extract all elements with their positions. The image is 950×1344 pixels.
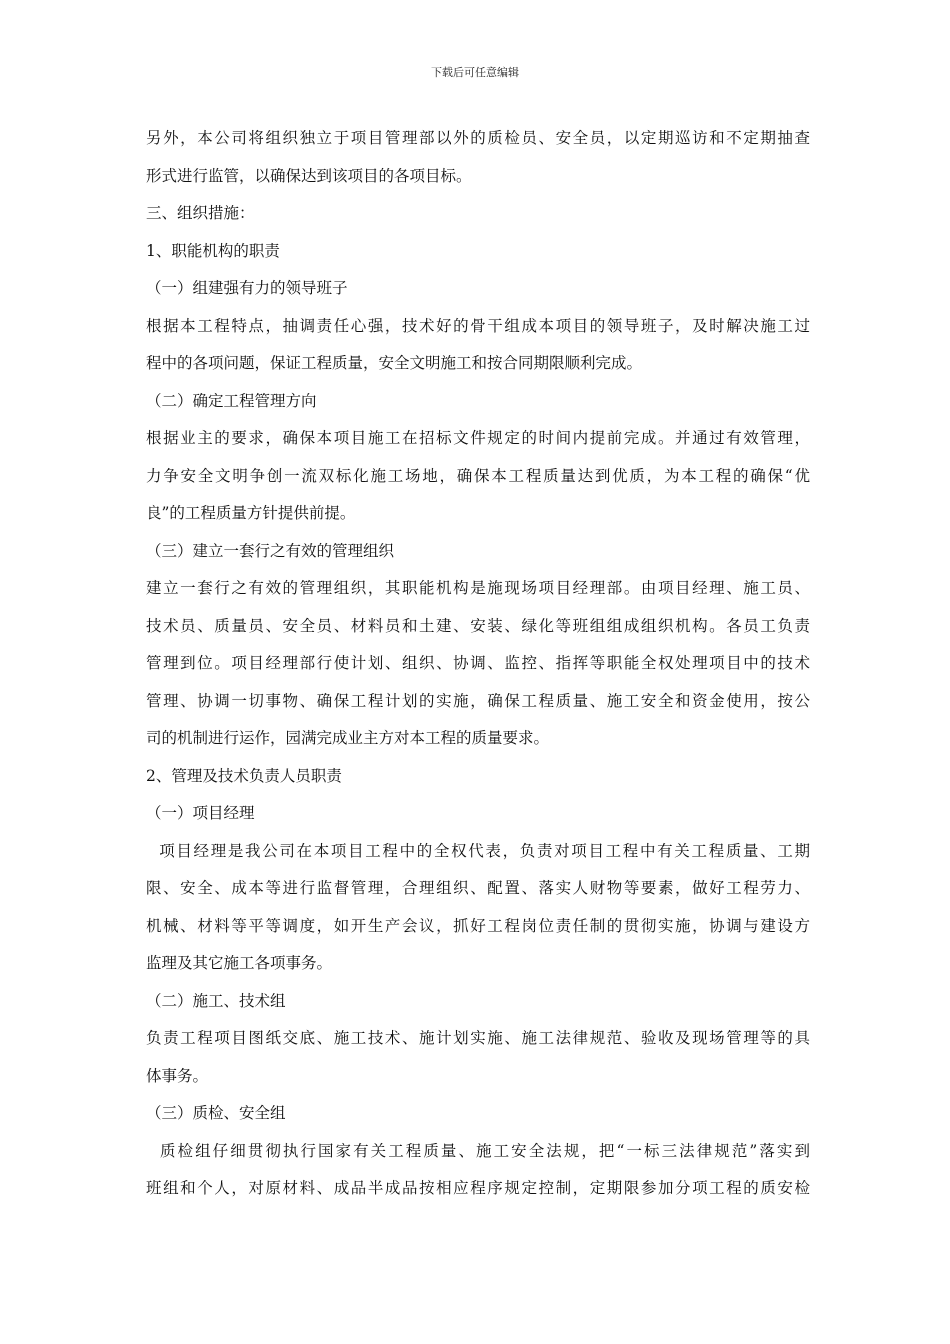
item-heading: （三）质检、安全组 — [146, 1104, 286, 1122]
paragraph-line: 另外，本公司将组织独立于项目管理部以外的质检员、安全员，以定期巡访和不定期抽查 — [146, 129, 810, 147]
paragraph-line: 技术员、质量员、安全员、材料员和土建、安装、绿化等班组组成组织机构。各员工负责 — [146, 616, 810, 635]
paragraph-line: 机械、材料等平等调度，如开生产会议，抓好工程岗位责任制的贯彻实施，协调与建设方 — [146, 916, 810, 935]
paragraph-line: 良”的工程质量方针提供前提。 — [146, 504, 356, 522]
paragraph-line: 管理到位。项目经理部行使计划、组织、协调、监控、指挥等职能全权处理项目中的技术 — [146, 654, 810, 672]
subsection-heading: 2、管理及技术负责人员职责 — [146, 766, 342, 785]
paragraph-line: 管理、协调一切事物、确保工程计划的实施，确保工程质量、施工安全和资金使用，按公 — [146, 691, 810, 710]
subsection-heading: 1、职能机构的职责 — [146, 241, 280, 260]
paragraph-line: 体事务。 — [146, 1066, 209, 1085]
paragraph-line: 力争安全文明争创一流双标化施工场地，确保本工程质量达到优质，为本工程的确保“优 — [146, 466, 810, 485]
document-body — [146, 120, 810, 1208]
paragraph-line: 监理及其它施工各项事务。 — [146, 954, 333, 972]
paragraph-line: 质检组仔细贯彻执行国家有关工程质量、施工安全法规，把“一标三法律规范”落实到 — [146, 1141, 810, 1160]
paragraph-line: 根据业主的要求，确保本项目施工在招标文件规定的时间内提前完成。并通过有效管理， — [146, 429, 810, 447]
item-heading: （二）确定工程管理方向 — [146, 391, 317, 410]
paragraph-line: 限、安全、成本等进行监督管理，合理组织、配置、落实人财物等要素，做好工程劳力、 — [146, 879, 810, 897]
item-heading: （二）施工、技术组 — [146, 991, 286, 1010]
paragraph-line: 建立一套行之有效的管理组织，其职能机构是施现场项目经理部。由项目经理、施工员、 — [146, 579, 810, 597]
paragraph-line: 班组和个人，对原材料、成品半成品按相应程序规定控制，定期限参加分项工程的质安检 — [146, 1179, 810, 1197]
paragraph-line: 程中的各项问题，保证工程质量，安全文明施工和按合同期限顺利完成。 — [146, 354, 643, 372]
paragraph-line: 形式进行监管，以确保达到该项目的各项目标。 — [146, 166, 472, 185]
page-header: 下载后可任意编辑 — [431, 66, 519, 79]
section-heading: 三、组织措施： — [146, 204, 255, 222]
paragraph-line: 项目经理是我公司在本项目工程中的全权代表，负责对项目工程中有关工程质量、工期 — [146, 841, 810, 860]
paragraph-line: 司的机制进行运作，园满完成业主方对本工程的质量要求。 — [146, 729, 550, 747]
paragraph-line: 负责工程项目图纸交底、施工技术、施计划实施、施工法律规范、验收及现场管理等的具 — [146, 1029, 810, 1047]
item-heading: （一）项目经理 — [146, 804, 255, 822]
item-heading: （一）组建强有力的领导班子 — [146, 279, 348, 297]
item-heading: （三）建立一套行之有效的管理组织 — [146, 541, 395, 560]
paragraph-line: 根据本工程特点，抽调责任心强，技术好的骨干组成本项目的领导班子，及时解决施工过 — [146, 316, 810, 335]
